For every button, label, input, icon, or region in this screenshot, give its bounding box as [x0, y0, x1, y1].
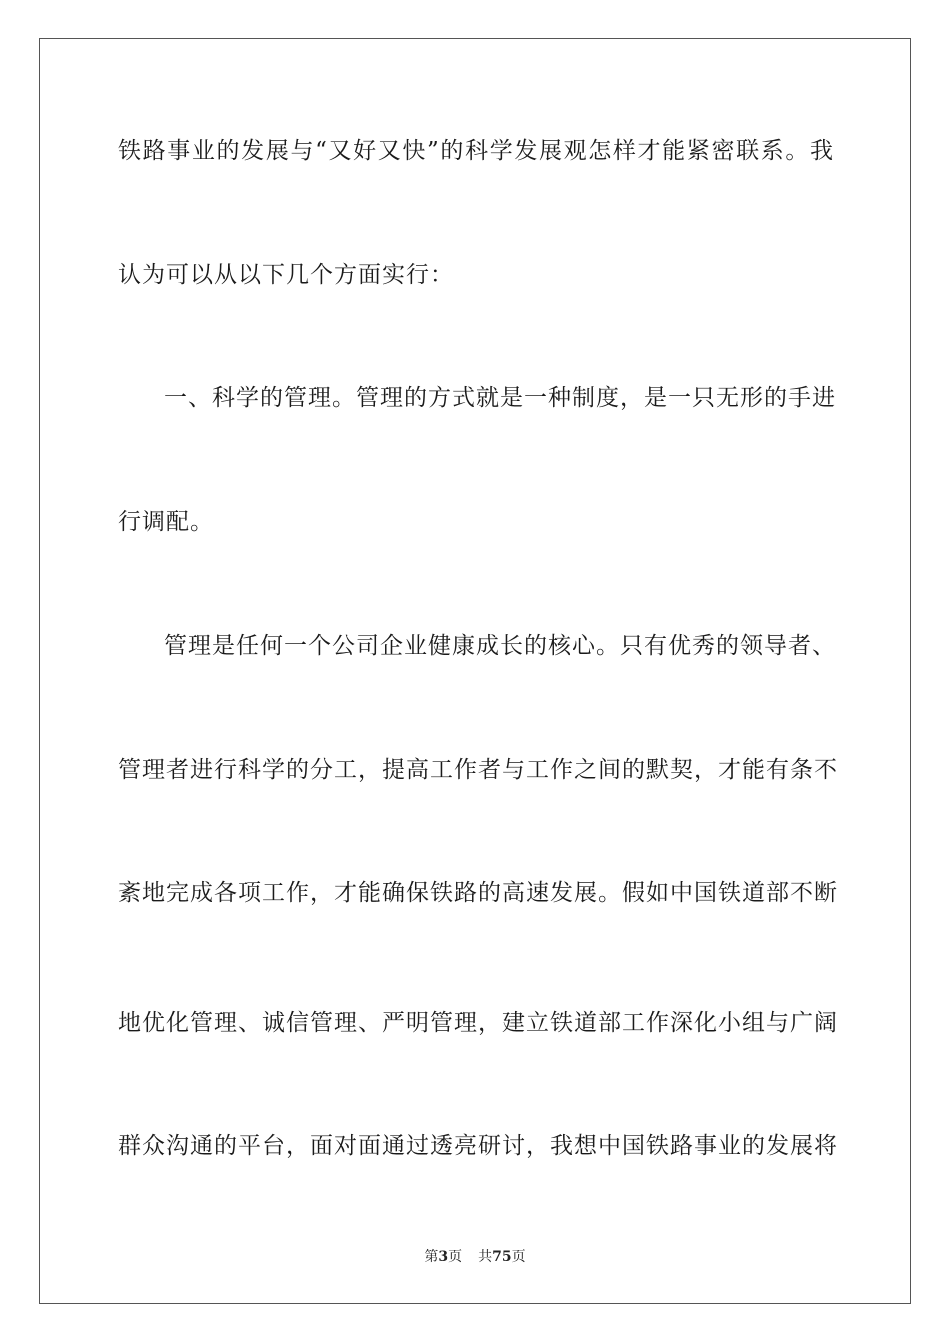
- text-line-9: 群众沟通的平台，面对面通过透亮研讨，我想中国铁路事业的发展将: [118, 1133, 838, 1159]
- text-line-7: 紊地完成各项工作，才能确保铁路的高速发展。假如中国铁道部不断: [118, 880, 838, 906]
- page-footer: [0, 1247, 950, 1267]
- footer-total-suffix: 页: [511, 1249, 526, 1265]
- page-border: [39, 38, 911, 1304]
- text-line-2: 认为可以从以下几个方面实行：: [118, 262, 454, 288]
- footer-page-prefix: 第: [424, 1249, 439, 1265]
- text-line-4: 行调配。: [118, 509, 214, 535]
- text-line-1: 铁路事业的发展与“又好又快”的科学发展观怎样才能紧密联系。我: [118, 138, 834, 164]
- text-line-8: 地优化管理、诚信管理、严明管理，建立铁道部工作深化小组与广阔: [118, 1010, 838, 1036]
- footer-total-pages: 75: [492, 1249, 512, 1265]
- text-line-5: 管理是任何一个公司企业健康成长的核心。只有优秀的领导者、: [164, 633, 836, 659]
- footer-page-suffix: 页: [448, 1249, 463, 1265]
- text-line-3: 一、科学的管理。管理的方式就是一种制度，是一只无形的手进: [164, 385, 836, 411]
- text-line-6: 管理者进行科学的分工，提高工作者与工作之间的默契，才能有条不: [118, 757, 838, 783]
- footer-page-number: 3: [438, 1249, 449, 1265]
- footer-total-prefix: 共: [478, 1249, 493, 1265]
